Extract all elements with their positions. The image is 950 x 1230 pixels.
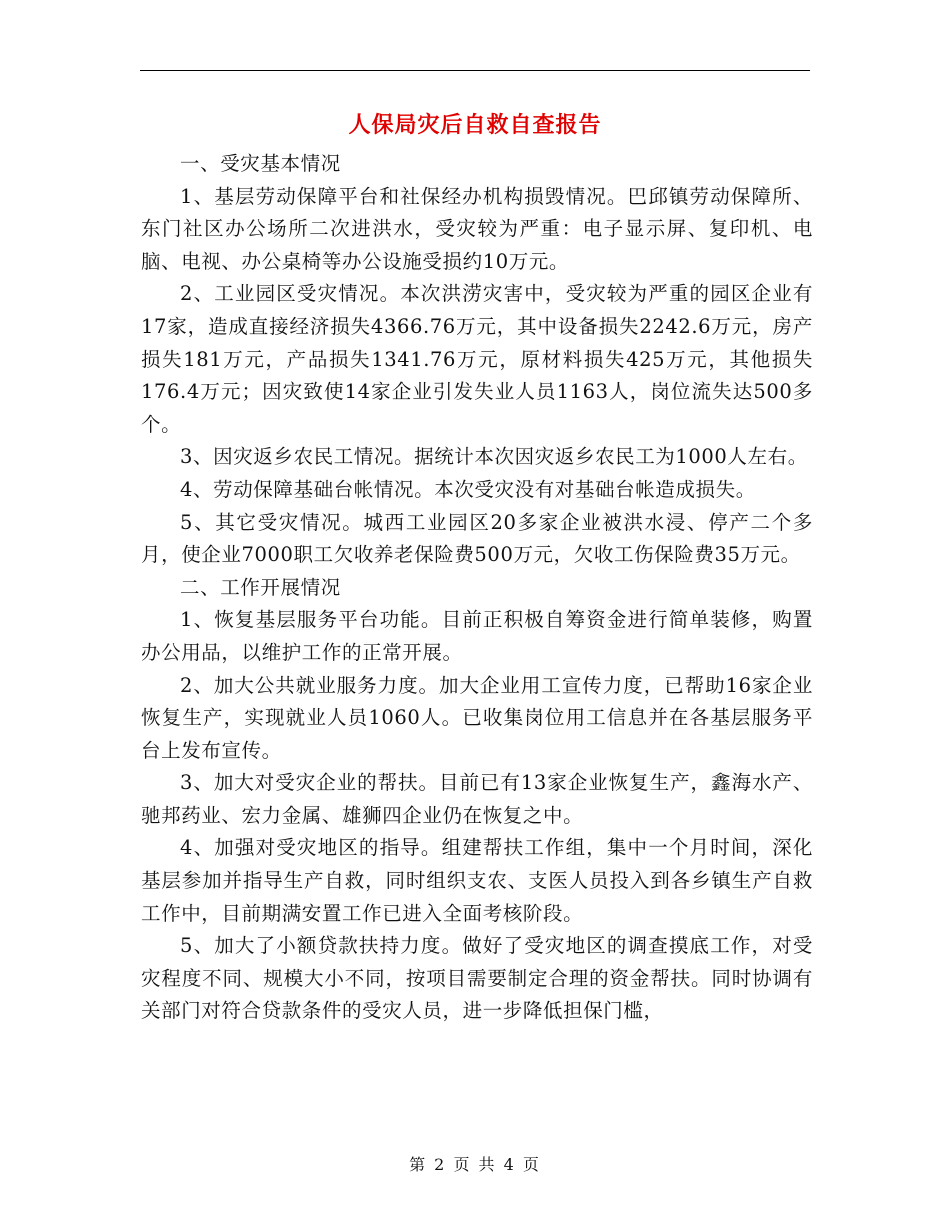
paragraph: 5、加大了小额贷款扶持力度。做好了受灾地区的调查摸底工作，对受灾程度不同、规模大小不同，按项目需要制定合理的资金帮扶。同时协调有关部门对符合贷款条件的受灾人员，进一步降低担保门槛， — [141, 934, 813, 1023]
paragraph: 2、工业园区受灾情况。本次洪涝灾害中，受灾较为严重的园区企业有17家，造成直接经济损失4366.76万元，其中设备损失2242.6万元，房产损失181万元，产品损失1341.76万元，原材料损失425万元，其他损失176.4万元；因灾致使14家企业引发失业人员1163人，岗位流失达500多个。 — [141, 282, 813, 436]
section-heading-2: 二、工作开展情况 — [180, 575, 341, 599]
document-body — [141, 148, 813, 1028]
page-number-footer: 第 2 页 共 4 页 — [409, 1155, 541, 1174]
paragraph: 4、加强对受灾地区的指导。组建帮扶工作组，集中一个月时间，深化基层参加并指导生产自救，同时组织支农、支医人员投入到各乡镇生产自救工作中，目前期满安置工作已进入全面考核阶段。 — [141, 836, 813, 925]
paragraph: 5、其它受灾情况。城西工业园区20多家企业被洪水浸、停产二个多月，使企业7000职工欠收养老保险费500万元，欠收工伤保险费35万元。 — [141, 510, 813, 567]
paragraph: 3、加大对受灾企业的帮扶。目前已有13家企业恢复生产，鑫海水产、驰邦药业、宏力金属、雄狮四企业仍在恢复之中。 — [141, 771, 813, 827]
paragraph: 1、恢复基层服务平台功能。目前正积极自筹资金进行简单装修，购置办公用品，以维护工作的正常开展。 — [141, 608, 813, 664]
paragraph: 2、加大公共就业服务力度。加大企业用工宣传力度，已帮助16家企业恢复生产，实现就业人员1060人。已收集岗位用工信息并在各基层服务平台上发布宣传。 — [141, 673, 813, 762]
header-rule — [140, 70, 810, 71]
paragraph: 3、因灾返乡农民工情况。据统计本次因灾返乡农民工为1000人左右。 — [180, 445, 808, 469]
document-title: 人保局灾后自救自查报告 — [348, 112, 602, 138]
section-heading-1: 一、受灾基本情况 — [180, 152, 341, 175]
paragraph: 4、劳动保障基础台帐情况。本次受灾没有对基础台帐造成损失。 — [180, 477, 756, 501]
paragraph: 1、基层劳动保障平台和社保经办机构损毁情况。巴邱镇劳动保障所、东门社区办公场所二次进洪水，受灾较为严重：电子显示屏、复印机、电脑、电视、办公桌椅等办公设施受损约10万元。 — [141, 184, 813, 273]
